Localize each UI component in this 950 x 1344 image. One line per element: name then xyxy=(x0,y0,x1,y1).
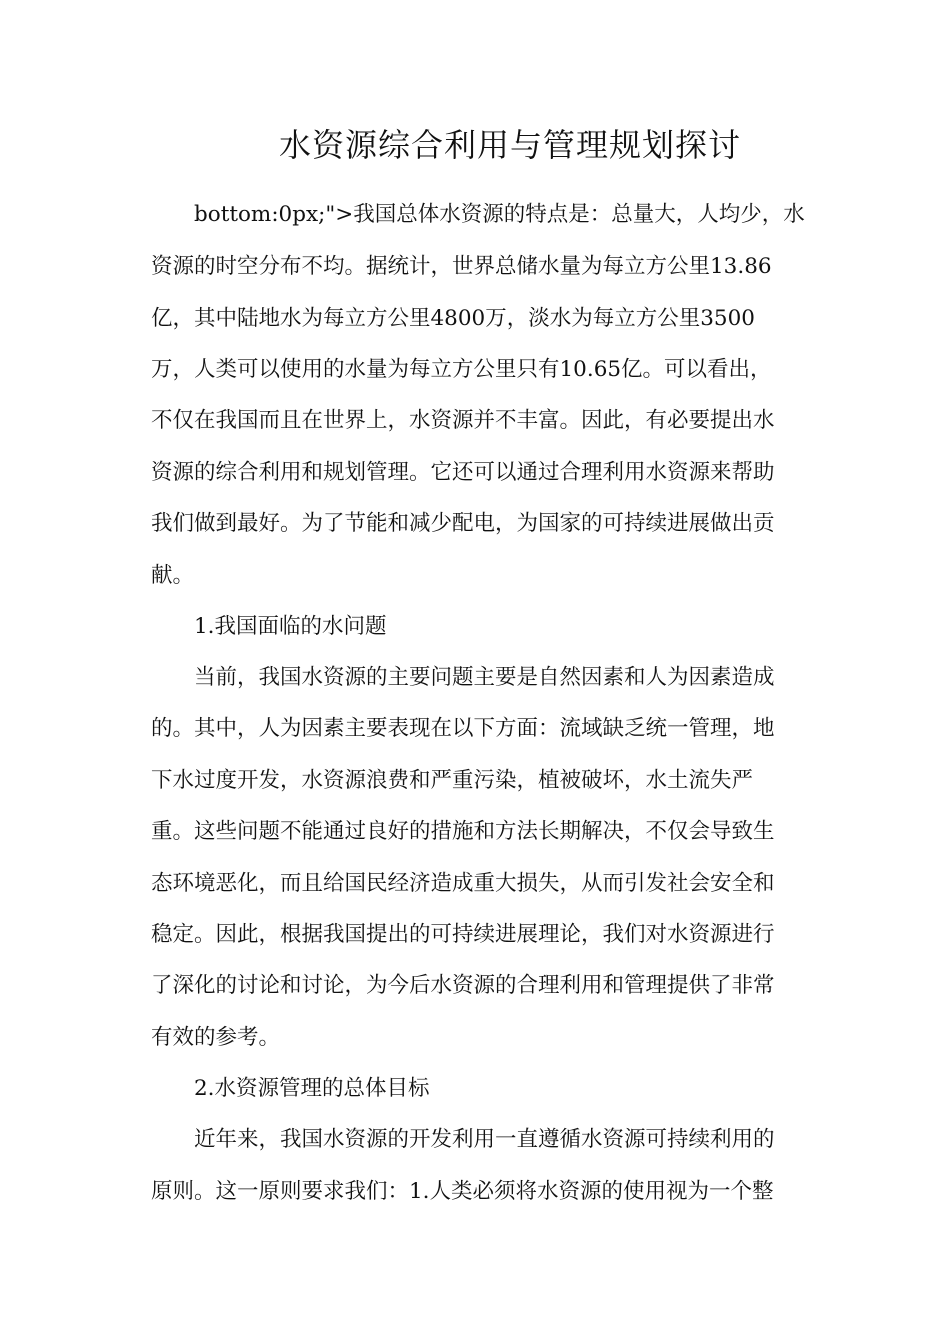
section-heading: 2.水资源管理的总体目标 xyxy=(194,1076,430,1101)
paragraph-line: 有效的参考。 xyxy=(151,1025,281,1050)
paragraph-line: 亿，其中陆地水为每立方公里4800万，淡水为每立方公里3500 xyxy=(151,306,755,331)
paragraph-line: 资源的综合利用和规划管理。它还可以通过合理利用水资源来帮助 xyxy=(151,460,775,485)
document-title: 水资源综合利用与管理规划探讨 xyxy=(278,126,741,164)
paragraph-line: 下水过度开发，水资源浪费和严重污染，植被破坏，水土流失严 xyxy=(151,768,754,793)
paragraph-line: 原则。这一原则要求我们：1.人类必须将水资源的使用视为一个整 xyxy=(151,1179,774,1204)
paragraph-line: 态环境恶化，而且给国民经济造成重大损失，从而引发社会安全和 xyxy=(151,871,775,896)
paragraph-line: 稳定。因此，根据我国提出的可持续进展理论，我们对水资源进行 xyxy=(151,922,775,947)
paragraph-line: 重。这些问题不能通过良好的措施和方法长期解决，不仅会导致生 xyxy=(151,819,775,844)
paragraph-line: 资源的时空分布不均。据统计，世界总储水量为每立方公里13.86 xyxy=(151,254,772,279)
paragraph-line: 我们做到最好。为了节能和减少配电，为国家的可持续进展做出贡 xyxy=(151,511,775,536)
paragraph-line: 近年来，我国水资源的开发利用一直遵循水资源可持续利用的 xyxy=(194,1127,775,1152)
paragraph-line: 不仅在我国而且在世界上，水资源并不丰富。因此，有必要提出水 xyxy=(151,408,775,433)
paragraph-line: 的。其中，人为因素主要表现在以下方面：流域缺乏统一管理，地 xyxy=(151,716,775,741)
paragraph-line: 当前，我国水资源的主要问题主要是自然因素和人为因素造成 xyxy=(194,665,775,690)
paragraph-line: 万，人类可以使用的水量为每立方公里只有10.65亿。可以看出， xyxy=(151,357,772,382)
section-heading: 1.我国面临的水问题 xyxy=(194,614,387,639)
paragraph-line: 献。 xyxy=(151,563,195,588)
paragraph-line: bottom:0px;">我国总体水资源的特点是：总量大，人均少，水 xyxy=(194,202,805,227)
paragraph-line: 了深化的讨论和讨论，为今后水资源的合理利用和管理提供了非常 xyxy=(151,973,775,998)
